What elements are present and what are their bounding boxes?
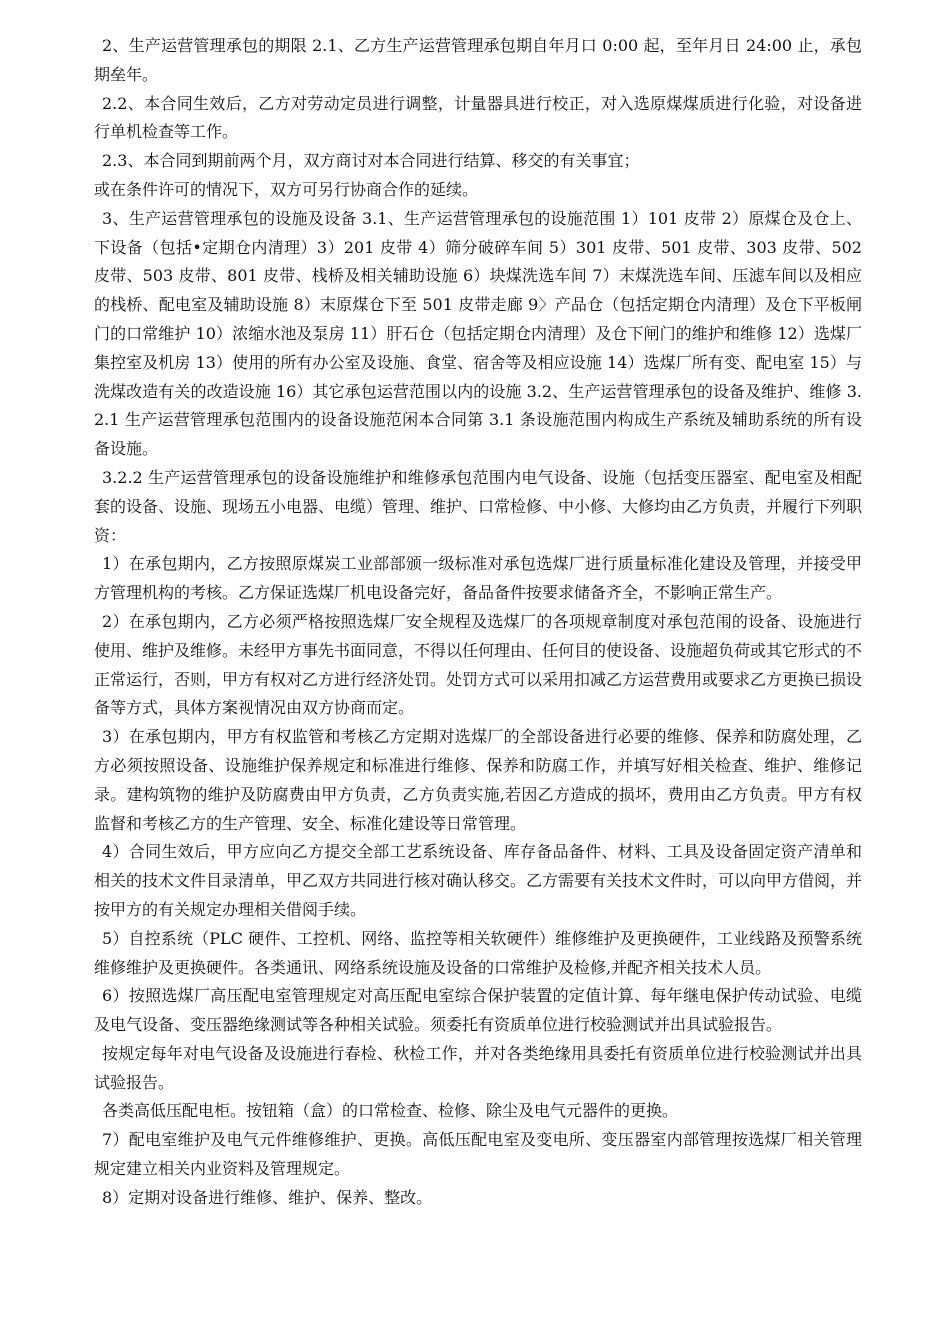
paragraph-term-2: 2、生产运营管理承包的期限 2.1、乙方生产运营管理承包期自年月口 0:00 起，至年月日 24:00 止，承包期垒年。: [94, 36, 862, 84]
paragraph-item-6: 6）按照选煤厂高压配电室管理规定对高压配电室综合保护装置的定值计算、每年继电保护传动试验、电缆及电气设备、变压器绝缘测试等各种相关试验。须委托有资质单位进行校验测试并出具试验报告。: [94, 986, 862, 1035]
paragraph-item-4: 4）合同生效后，甲方应向乙方提交全部工艺系统设备、库存备品备件、材料、工具及设备固定资产清单和相关的技术文件目录清单，甲乙双方共同进行核对确认移交。乙方需要有关技术文件时，可以向甲方借阅，并按甲方的有关规定办理相关借阅手续。: [94, 842, 863, 919]
paragraph-2-3: 2.3、本合同到期前两个月，双方商讨对本合同进行结算、移交的有关事宜；: [102, 151, 640, 171]
paragraph-2-3-continued: 或在条件许可的情况下，双方可另行协商合作的延续。: [94, 179, 479, 199]
paragraph-item-2: 2）在承包期内，乙方必须严格按照选煤厂安全规程及选煤厂的各项规章制度对承包范闱的设备、设施进行使用、维护及维修。未经甲方事先书面同意，不得以任何理由、任何目的使设备、设施超负荷或其它形式的不正常运行，否则，甲方有权对乙方进行经济处罚。处罚方式可以采用扣减乙方运营费用或要求乙方更换已损设备等方式，具体方案视情况由双方协商而定。: [94, 611, 863, 718]
paragraph-inspection: 按规定每年对电气设备及设施进行春检、秋检工作，并对各类绝缘用具委托有资质单位进行校验测试并出具试验报告。: [94, 1043, 862, 1092]
paragraph-item-5: 5）自控系统（PLC 硬件、工控机、网络、监控等相关软硬件）维修维护及更换硬件，工业线路及预警系统维修维护及更换硬件。各类通讯、网络系统设施及设备的口常维护及检修,并配齐相关技术人员。: [94, 928, 862, 977]
paragraph-3-2-2: 3.2.2 生产运营管理承包的设备设施维护和维修承包范围内电气设备、设施（包括变压器室、配电室及相配套的设备、设施、现场五小电器、电缆）管理、维护、口常检修、中小修、大修均由乙方负责，并履行下列职资：: [94, 467, 863, 545]
paragraph-item-1: 1）在承包期内，乙方按照原煤炭工业部部颁一级标准对承包选煤厂进行质量标准化建设及管理，并接受甲方管理机构的考核。乙方保证选煤厂机电设备完好，备品备件按要求储备齐全，不影响正常生产。: [94, 554, 862, 603]
document-page: [94, 32, 862, 1213]
paragraph-item-7: 7）配电室维护及电气元件维修维护、更换。高低压配电室及变电所、变压器室内部管理按选煤厂相关管理规定建立相关内业资料及管理规定。: [94, 1130, 862, 1179]
paragraph-switchgear: 各类高低压配电柜。按钮箱（盒）的口常检查、检修、除尘及电气元器件的更换。: [102, 1101, 679, 1121]
paragraph-item-8: 8）定期对设备进行维修、维护、保养、整改。: [102, 1187, 433, 1207]
paragraph-2-2: 2.2、本合同生效后，乙方对劳动定员进行调整，计量器具进行校正，对入选原煤煤质进行化验，对设备进行单机检查等工作。: [94, 93, 862, 142]
paragraph-item-3: 3）在承包期内，甲方有权监管和考核乙方定期对选煤厂的全部设备进行必要的维修、保养和防腐处理，乙方必须按照设备、设施维护保养规定和标准进行维修、保养和防腐工作，并填写好相关检查、维护、维修记录。建构筑物的维护及防腐费由甲方负责，乙方负责实施,若因乙方造成的损坏，费用由乙方负责。甲方有权监督和考核乙方的生产管理、安全、标准化建设等日常管理。: [94, 727, 862, 833]
paragraph-facilities-3: 3、生产运营管理承包的设施及设备 3.1、生产运营管理承包的设施范围 1）101 皮带 2）原煤仓及仓上、下设备（包括•定期仓内清理）3）201 皮带 4）筛分破碎车间 5）301 皮带、501 皮带、303 皮带、502 皮带、503 皮带、801 皮带、栈桥及相关辅助设施 6）块煤洗选车间 7）末煤洗选车间、压滤车间以及相应的栈桥、配电室及辅助设施 8）末原煤仓下至 501 皮带走廊 9〉产品仓（包括定期仓内清理）及仓下平板闸门的口常维护 10）浓缩水池及泵房 11）肝石仓（包括定期仓内清理）及仓下闸门的维护和维修 12）选煤厂集控室及机房 13）使用的所有办公室及设施、食堂、宿舍等及相应设施 14）选煤厂所有变、配电室 15）与洗煤改造有关的改造设施 16）其它承包运营范围以内的设施 3.2、生产运营管理承包的设备及维护、维修 3.2.1 生产运营管理承包范围内的设备设施范闲本合同第 3.1 条设施范围内构成生产系统及辅助系统的所有设备设施。: [94, 208, 862, 459]
